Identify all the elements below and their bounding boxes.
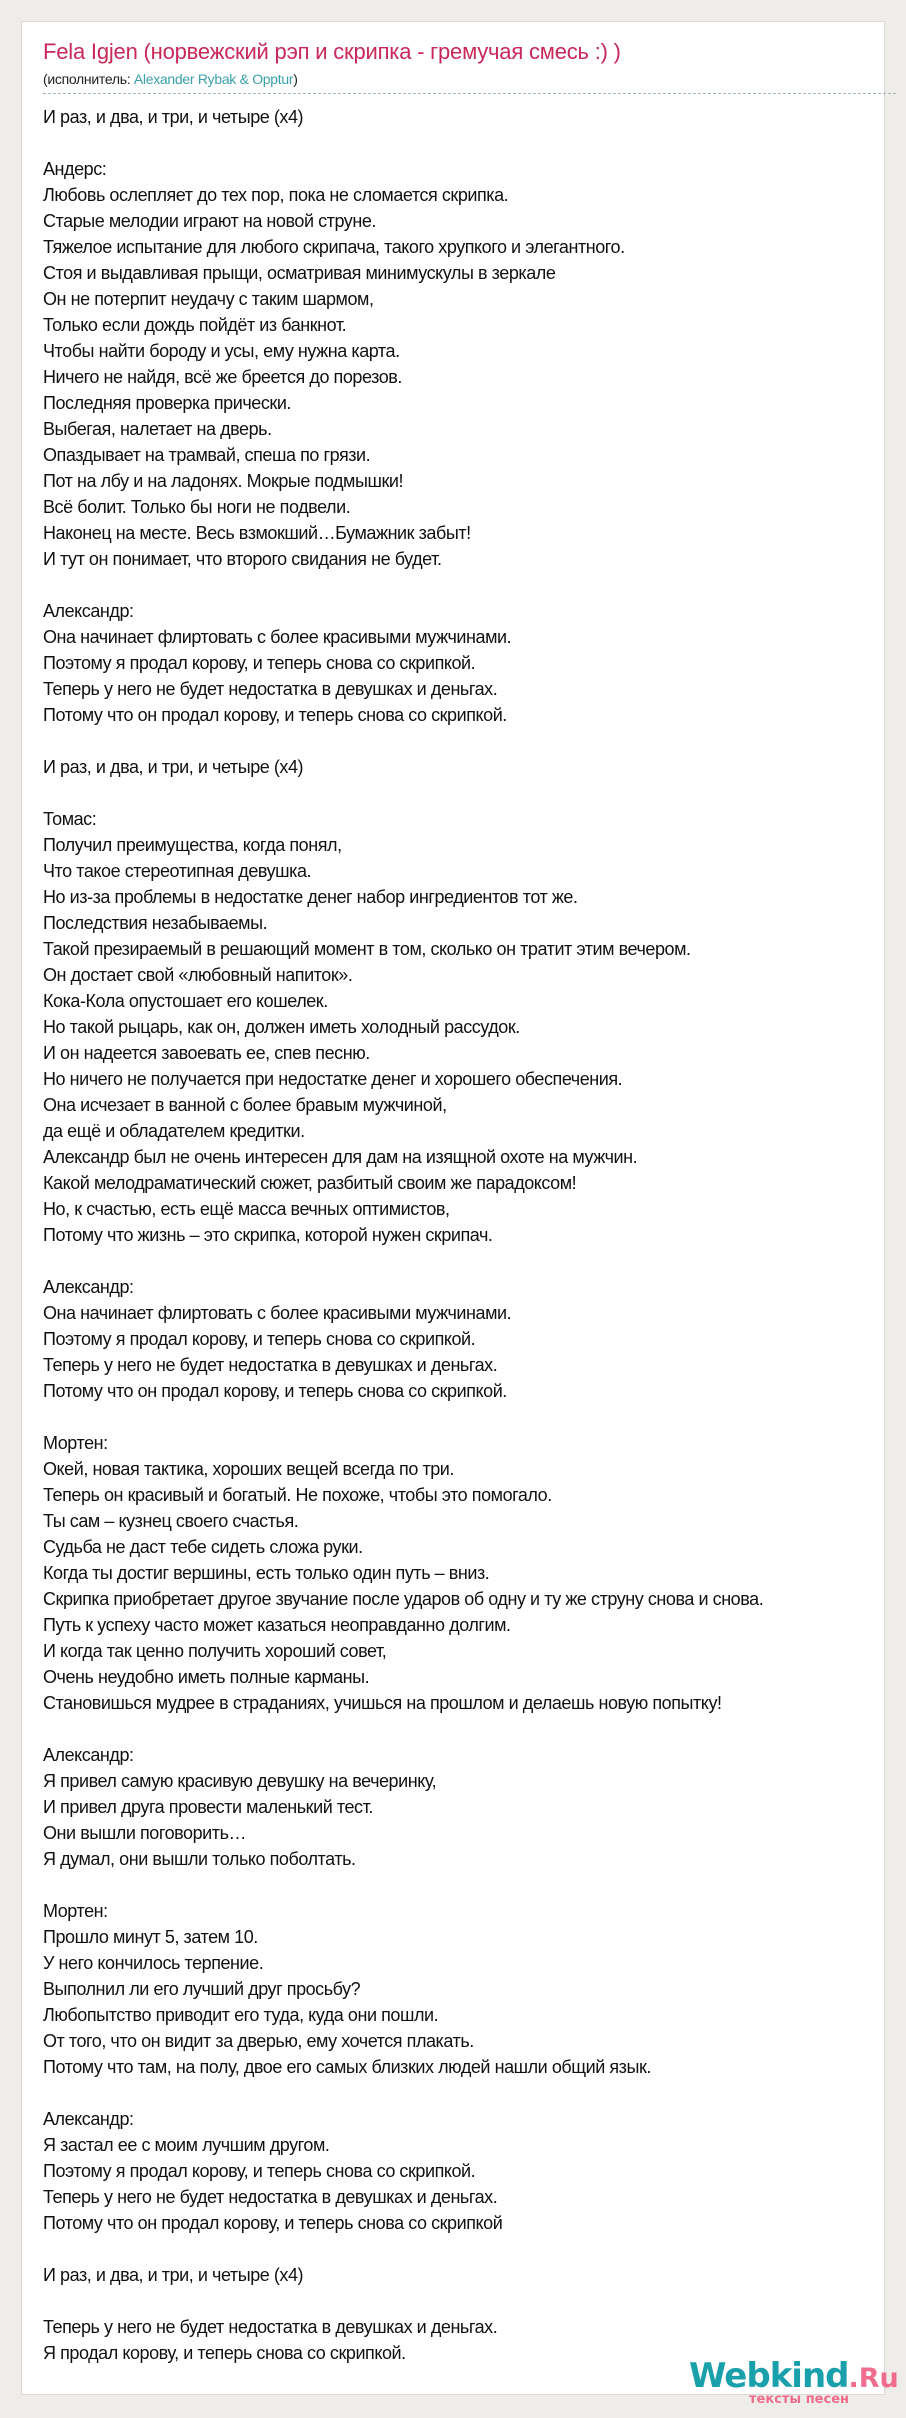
lyrics-line: И раз, и два, и три, и четыре (x4) (43, 757, 304, 777)
lyrics-line: И раз, и два, и три, и четыре (x4) (43, 107, 304, 127)
lyrics-line: Мортен: (43, 1901, 108, 1921)
lyrics-line: Но из-за проблемы в недостатке денег набор ингредиентов тот же. (43, 887, 578, 907)
song-title: Fela Igjen (норвежский рэп и скрипка - гремучая смесь :) ) (43, 39, 621, 64)
lyrics-line: Судьба не даст тебе сидеть сложа руки. (43, 1537, 363, 1557)
lyrics-line: Александр: (43, 1745, 134, 1765)
lyrics-line: У него кончилось терпение. (43, 1953, 264, 1973)
lyrics-line: Последняя проверка прически. (43, 393, 291, 413)
lyrics-line: Последствия незабываемы. (43, 913, 268, 933)
lyrics-line: Поэтому я продал корову, и теперь снова со скрипкой. (43, 653, 476, 673)
lyrics-blank-line (43, 1716, 763, 1742)
lyrics-line: И он надеется завоевать ее, спев песню. (43, 1043, 370, 1063)
lyrics-line: И тут он понимает, что второго свидания не будет. (43, 549, 442, 569)
lyrics-line: Чтобы найти бороду и усы, ему нужна карта. (43, 341, 400, 361)
lyrics-line: Но ничего не получается при недостатке денег и хорошего обеспечения. (43, 1069, 623, 1089)
lyrics-blank-line (43, 572, 763, 598)
lyrics-line: Александр: (43, 1277, 134, 1297)
lyrics-line: Потому что он продал корову, и теперь снова со скрипкой (43, 2213, 503, 2233)
lyrics-line: Но такой рыцарь, как он, должен иметь холодный рассудок. (43, 1017, 520, 1037)
lyrics-blank-line (43, 130, 763, 156)
lyrics-line: Наконец на месте. Весь взмокший…Бумажник забыт! (43, 523, 471, 543)
lyrics-line: Ничего не найдя, всё же бреется до порезов. (43, 367, 402, 387)
lyrics-line: Выполнил ли его лучший друг просьбу? (43, 1979, 361, 1999)
lyrics-line: Но, к счастью, есть ещё масса вечных оптимистов, (43, 1199, 450, 1219)
lyrics-line: да ещё и обладателем кредитки. (43, 1121, 305, 1141)
lyrics-line: Скрипка приобретает другое звучание после ударов об одну и ту же струну снова и снова. (43, 1589, 764, 1609)
lyrics-line: Теперь у него не будет недостатка в девушках и деньгах. (43, 2317, 498, 2337)
lyrics-line: Стоя и выдавливая прыщи, осматривая минимускулы в зеркале (43, 263, 556, 283)
lyrics-line: Она исчезает в ванной с более бравым мужчиной, (43, 1095, 447, 1115)
lyrics-line: Я продал корову, и теперь снова со скрипкой. (43, 2343, 406, 2363)
lyrics-line: Когда ты достиг вершины, есть только один путь – вниз. (43, 1563, 490, 1583)
lyrics-line: Поэтому я продал корову, и теперь снова со скрипкой. (43, 1329, 476, 1349)
lyrics-line: Кока-Кола опустошает его кошелек. (43, 991, 328, 1011)
artist-link[interactable]: Alexander Rybak & Opptur (133, 71, 294, 87)
divider (43, 93, 896, 94)
lyrics-line: Потому что там, на полу, двое его самых близких людей нашли общий язык. (43, 2057, 651, 2077)
webkind-logo[interactable] (689, 2356, 899, 2407)
lyrics-line: Потому что жизнь – это скрипка, которой нужен скрипач. (43, 1225, 493, 1245)
lyrics-line: Очень неудобно иметь полные карманы. (43, 1667, 370, 1687)
logo-tld: .Ru (848, 2363, 899, 2394)
lyrics-blank-line (43, 780, 763, 806)
artist-prefix: (исполнитель: (43, 71, 134, 87)
lyrics-line: Получил преимущества, когда понял, (43, 835, 342, 855)
lyrics-line: Любопытство приводит его туда, куда они пошли. (43, 2005, 439, 2025)
logo-tagline: тексты песен (749, 2392, 850, 2407)
lyrics-line: Она начинает флиртовать с более красивыми мужчинами. (43, 1303, 512, 1323)
lyrics-line: Мортен: (43, 1433, 108, 1453)
lyrics-blank-line (43, 2236, 763, 2262)
lyrics-line: Томас: (43, 809, 97, 829)
logo-name: Webkind (689, 2356, 849, 2396)
lyrics-line: Теперь у него не будет недостатка в девушках и деньгах. (43, 1355, 498, 1375)
lyrics-line: И когда так ценно получить хороший совет, (43, 1641, 387, 1661)
lyrics-line: Потому что он продал корову, и теперь снова со скрипкой. (43, 1381, 507, 1401)
lyrics-line: Александр: (43, 601, 134, 621)
lyrics-panel (21, 21, 885, 2395)
lyrics-line: Я думал, они вышли только поболтать. (43, 1849, 356, 1869)
lyrics-line: Прошло минут 5, затем 10. (43, 1927, 258, 1947)
lyrics-line: Он достает свой «любовный напиток». (43, 965, 353, 985)
lyrics-blank-line (43, 728, 763, 754)
lyrics-blank-line (43, 2288, 763, 2314)
lyrics-line: Пот на лбу и на ладонях. Мокрые подмышки! (43, 471, 404, 491)
lyrics-line: Я привел самую красивую девушку на вечеринку, (43, 1771, 437, 1791)
lyrics-line: Становишься мудрее в страданиях, учишься на прошлом и делаешь новую попытку! (43, 1693, 722, 1713)
lyrics-line: Какой мелодраматический сюжет, разбитый своим же парадоксом! (43, 1173, 577, 1193)
lyrics-line: Путь к успеху часто может казаться неоправданно долгим. (43, 1615, 511, 1635)
lyrics-line: Старые мелодии играют на новой струне. (43, 211, 376, 231)
lyrics-line: И раз, и два, и три, и четыре (x4) (43, 2265, 304, 2285)
lyrics-line: Они вышли поговорить… (43, 1823, 247, 1843)
artist-line (43, 71, 298, 87)
lyrics-line: Только если дождь пойдёт из банкнот. (43, 315, 347, 335)
lyrics-text (43, 104, 763, 2366)
lyrics-line: Всё болит. Только бы ноги не подвели. (43, 497, 351, 517)
lyrics-line: И привел друга провести маленький тест. (43, 1797, 373, 1817)
lyrics-line: Он не потерпит неудачу с таким шармом, (43, 289, 374, 309)
lyrics-blank-line (43, 1248, 763, 1274)
lyrics-line: Такой презираемый в решающий момент в том, сколько он тратит этим вечером. (43, 939, 691, 959)
lyrics-line: От того, что он видит за дверью, ему хочется плакать. (43, 2031, 474, 2051)
artist-suffix: ) (293, 71, 298, 87)
lyrics-line: Она начинает флиртовать с более красивыми мужчинами. (43, 627, 512, 647)
lyrics-line: Выбегая, налетает на дверь. (43, 419, 272, 439)
lyrics-line: Андерс: (43, 159, 107, 179)
lyrics-line: Александр был не очень интересен для дам на изящной охоте на мужчин. (43, 1147, 638, 1167)
lyrics-blank-line (43, 1404, 763, 1430)
lyrics-line: Окей, новая тактика, хороших вещей всегда по три. (43, 1459, 454, 1479)
lyrics-line: Теперь у него не будет недостатка в девушках и деньгах. (43, 679, 498, 699)
lyrics-line: Опаздывает на трамвай, спеша по грязи. (43, 445, 371, 465)
lyrics-line: Любовь ослепляет до тех пор, пока не сломается скрипка. (43, 185, 509, 205)
lyrics-line: Тяжелое испытание для любого скрипача, такого хрупкого и элегантного. (43, 237, 625, 257)
lyrics-blank-line (43, 1872, 763, 1898)
lyrics-line: Ты сам – кузнец своего счастья. (43, 1511, 299, 1531)
lyrics-line: Что такое стереотипная девушка. (43, 861, 312, 881)
lyrics-line: Поэтому я продал корову, и теперь снова со скрипкой. (43, 2161, 476, 2181)
lyrics-blank-line (43, 2080, 763, 2106)
lyrics-line: Теперь он красивый и богатый. Не похоже, чтобы это помогало. (43, 1485, 552, 1505)
lyrics-line: Теперь у него не будет недостатка в девушках и деньгах. (43, 2187, 498, 2207)
lyrics-line: Александр: (43, 2109, 134, 2129)
lyrics-line: Потому что он продал корову, и теперь снова со скрипкой. (43, 705, 507, 725)
lyrics-line: Я застал ее с моим лучшим другом. (43, 2135, 330, 2155)
